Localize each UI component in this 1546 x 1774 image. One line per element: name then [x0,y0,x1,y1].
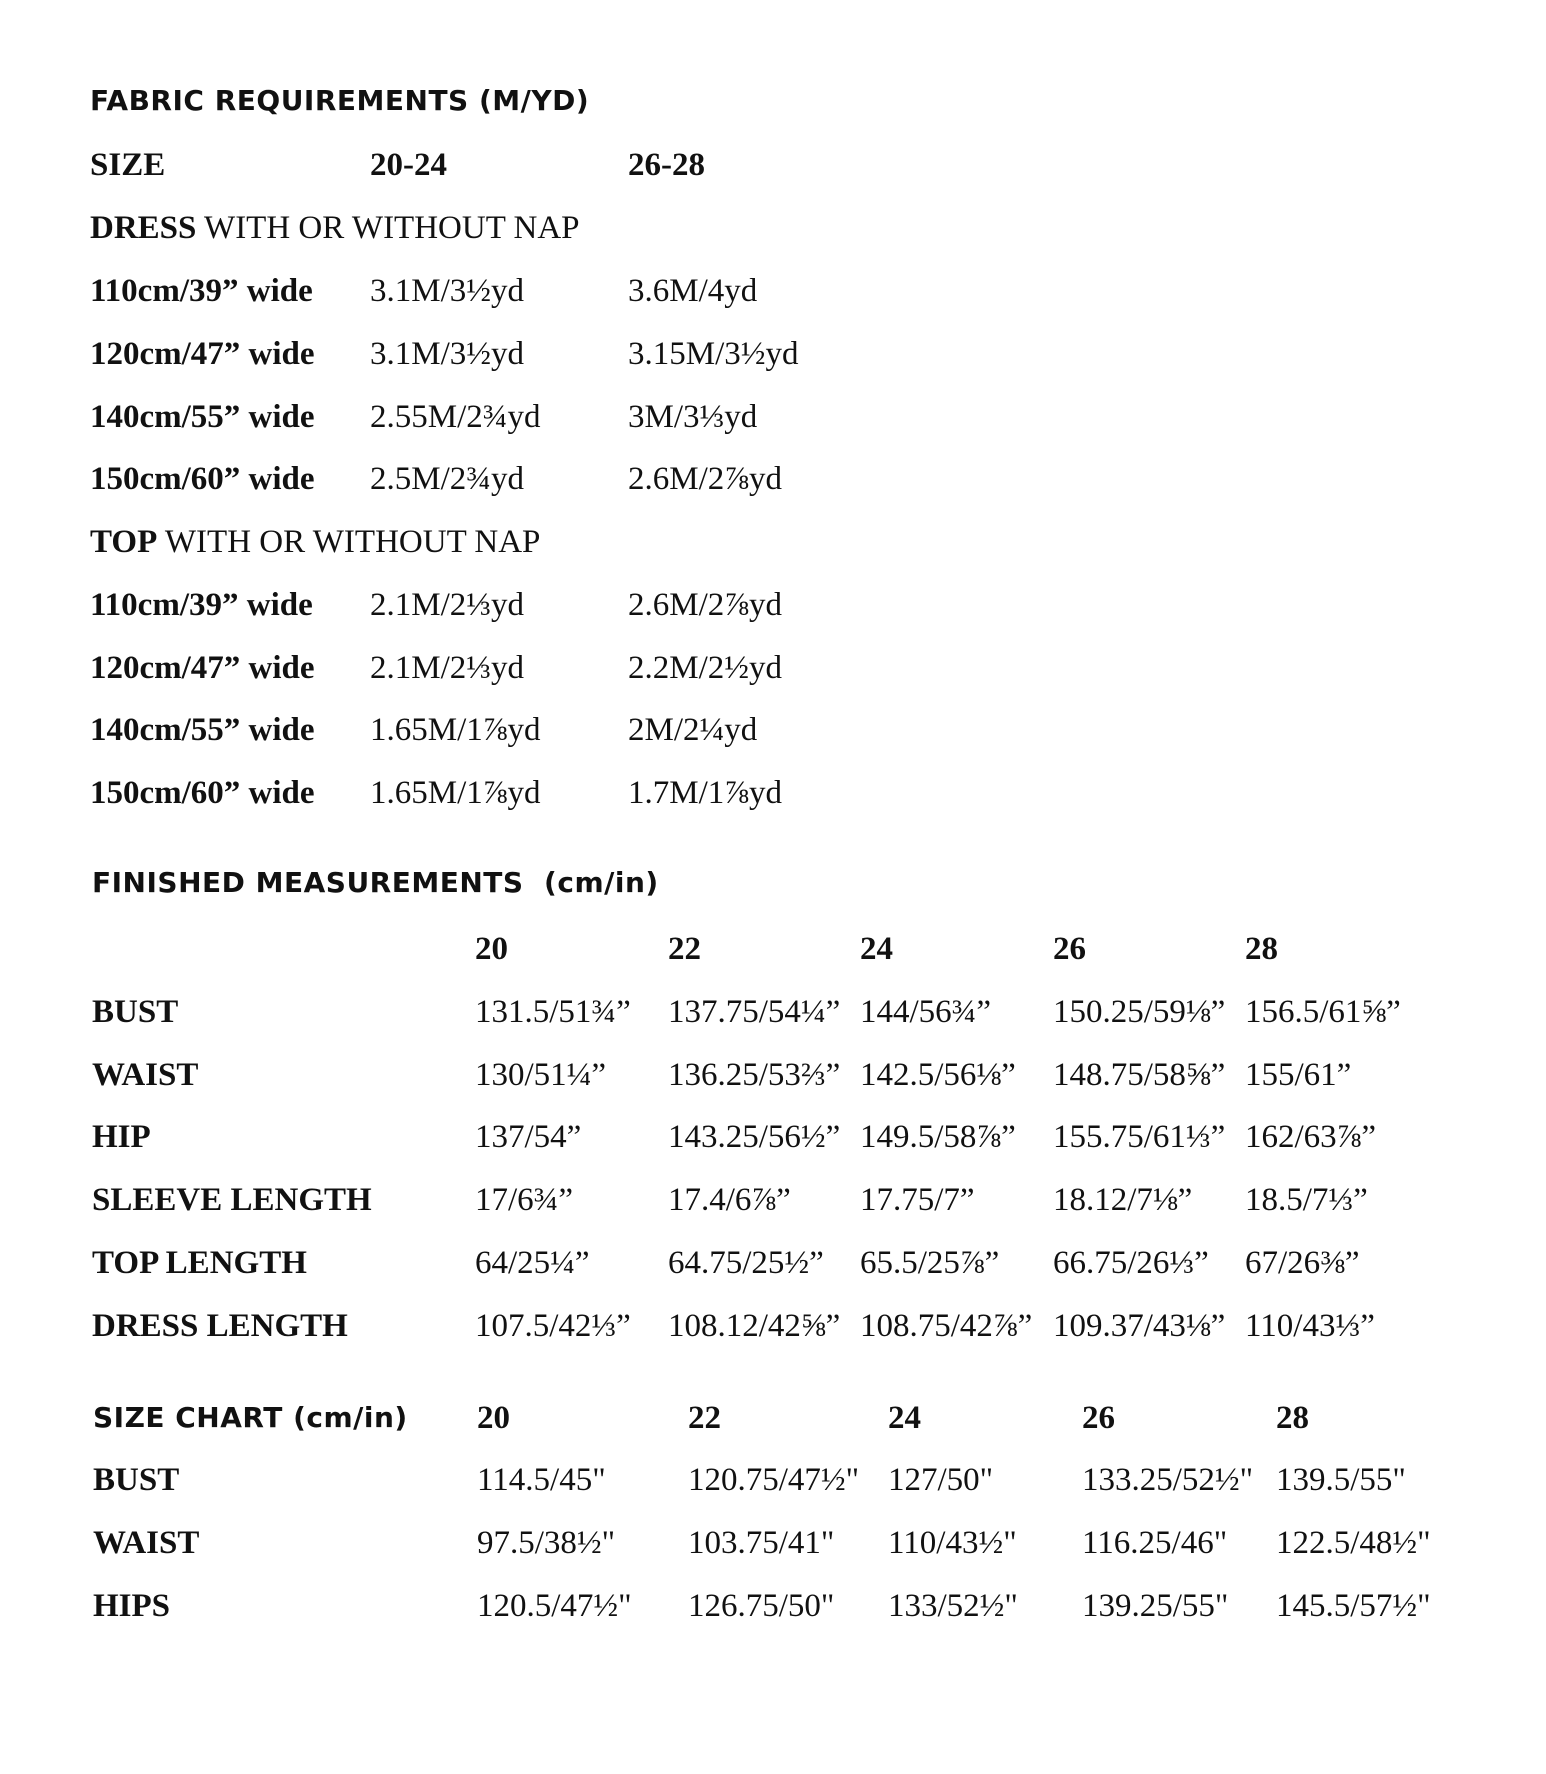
size-header: 20 [475,931,508,967]
dress-subheading-bold: DRESS [90,210,197,246]
fabric-value: 2.55M/2¾yd [370,399,541,435]
table-row [0,1584,1546,1628]
size-header-20-24: 20-24 [370,147,447,183]
table-row [0,1115,1546,1159]
size-chart-value: 133/52½" [888,1588,1018,1624]
fabric-value: 3M/3⅓yd [628,399,758,435]
table-row [0,1458,1546,1502]
table-row [0,1241,1546,1285]
measurement-value: 148.75/58⅝” [1053,1057,1226,1093]
size-header: 26 [1053,931,1086,967]
fabric-value: 1.65M/1⅞yd [370,712,541,748]
measurement-label: HIP [92,1119,151,1155]
measurement-label: BUST [92,994,179,1030]
measurement-value: 136.25/53⅔” [668,1057,841,1093]
fabric-requirements-title: FABRIC REQUIREMENTS (M/YD) [90,84,590,117]
measurement-value: 149.5/58⅞” [860,1119,1016,1155]
measurement-label: TOP LENGTH [92,1245,307,1281]
fabric-value: 1.7M/1⅞yd [628,775,783,811]
measurement-value: 67/26⅜” [1245,1245,1360,1281]
measurement-value: 18.12/7⅛” [1053,1182,1193,1218]
measurement-value: 66.75/26⅓” [1053,1245,1209,1281]
table-row [0,457,1546,501]
fabric-value: 2M/2¼yd [628,712,758,748]
size-chart-value: 116.25/46" [1082,1525,1228,1561]
measurement-value: 108.12/42⅝” [668,1308,841,1344]
size-chart-value: 103.75/41" [688,1525,835,1561]
size-chart-value: 126.75/50" [688,1588,835,1624]
measurement-value: 107.5/42⅓” [475,1308,631,1344]
table-row [0,990,1546,1034]
table-row [0,1178,1546,1222]
table-row [0,395,1546,439]
size-chart-value: 97.5/38½" [477,1525,616,1561]
fabric-width-label: 140cm/55” wide [90,399,315,435]
size-header: 28 [1245,931,1278,967]
dress-subheading-rest: WITH OR WITHOUT NAP [196,210,580,246]
table-row [0,583,1546,627]
top-subheading-bold: TOP [90,524,158,560]
fabric-value: 2.6M/2⅞yd [628,587,783,623]
measurement-value: 17.4/6⅞” [668,1182,791,1218]
size-header: 28 [1276,1400,1309,1436]
measurement-value: 65.5/25⅞” [860,1245,1000,1281]
fabric-value: 3.6M/4yd [628,273,758,309]
measurement-value: 137/54” [475,1119,582,1155]
table-row [0,1053,1546,1097]
size-header: 22 [668,931,701,967]
measurement-value: 131.5/51¾” [475,994,631,1030]
fabric-width-label: 150cm/60” wide [90,775,315,811]
measurement-label: SLEEVE LENGTH [92,1182,372,1218]
fabric-width-label: 150cm/60” wide [90,461,315,497]
fabric-width-label: 110cm/39” wide [90,273,313,309]
size-chart-value: 127/50" [888,1462,994,1498]
size-chart-label: HIPS [93,1588,171,1624]
table-row [0,1521,1546,1565]
size-chart-value: 114.5/45" [477,1462,606,1498]
measurement-value: 155/61” [1245,1057,1352,1093]
size-chart-label: WAIST [93,1525,200,1561]
measurement-value: 110/43⅓” [1245,1308,1375,1344]
measurement-value: 108.75/42⅞” [860,1308,1033,1344]
top-subheading-rest: WITH OR WITHOUT NAP [157,524,541,560]
size-chart-value: 122.5/48½" [1276,1525,1431,1561]
measurement-value: 162/63⅞” [1245,1119,1377,1155]
fabric-value: 2.1M/2⅓yd [370,587,525,623]
table-row [0,269,1546,313]
table-row [0,771,1546,815]
measurement-value: 17.75/7” [860,1182,975,1218]
fabric-value: 2.6M/2⅞yd [628,461,783,497]
fabric-value: 2.5M/2¾yd [370,461,525,497]
table-row [0,708,1546,752]
size-chart-header-row [0,1396,1546,1440]
size-header: 22 [688,1400,721,1436]
measurement-value: 156.5/61⅝” [1245,994,1401,1030]
fabric-size-header-row [0,143,1546,187]
size-chart-value: 133.25/52½" [1082,1462,1254,1498]
fabric-width-label: 110cm/39” wide [90,587,313,623]
size-header-26-28: 26-28 [628,147,705,183]
fabric-value: 3.15M/3½yd [628,336,799,372]
fabric-value: 2.2M/2½yd [628,650,783,686]
measurement-value: 155.75/61⅓” [1053,1119,1226,1155]
size-header: 26 [1082,1400,1115,1436]
size-header: 24 [860,931,893,967]
size-chart-value: 120.75/47½" [688,1462,860,1498]
measurement-value: 142.5/56⅛” [860,1057,1016,1093]
measurement-value: 144/56¾” [860,994,992,1030]
size-header: 24 [888,1400,921,1436]
measurement-value: 109.37/43⅛” [1053,1308,1226,1344]
fabric-width-label: 120cm/47” wide [90,650,315,686]
table-row [0,646,1546,690]
size-chart-value: 139.25/55" [1082,1588,1229,1624]
measurement-label: DRESS LENGTH [92,1308,348,1344]
finished-size-header-row [0,927,1546,971]
fabric-value: 3.1M/3½yd [370,273,525,309]
size-chart-value: 145.5/57½" [1276,1588,1431,1624]
size-chart-label: BUST [93,1462,180,1498]
top-subheading [90,520,540,564]
dress-subheading [90,206,580,250]
fabric-width-label: 140cm/55” wide [90,712,315,748]
fabric-width-label: 120cm/47” wide [90,336,315,372]
measurement-value: 18.5/7⅓” [1245,1182,1368,1218]
size-chart-value: 110/43½" [888,1525,1017,1561]
measurement-value: 137.75/54¼” [668,994,841,1030]
measurement-value: 150.25/59⅛” [1053,994,1226,1030]
table-row [0,1304,1546,1348]
size-chart-value: 120.5/47½" [477,1588,632,1624]
size-label: SIZE [90,147,166,183]
measurement-value: 17/6¾” [475,1182,574,1218]
size-chart-title: SIZE CHART (cm/in) [93,1401,408,1434]
fabric-value: 2.1M/2⅓yd [370,650,525,686]
size-header: 20 [477,1400,510,1436]
table-row [0,332,1546,376]
measurement-value: 64/25¼” [475,1245,590,1281]
measurement-value: 143.25/56½” [668,1119,841,1155]
finished-measurements-title: FINISHED MEASUREMENTS (cm/in) [92,866,659,899]
measurement-value: 64.75/25½” [668,1245,824,1281]
fabric-value: 1.65M/1⅞yd [370,775,541,811]
measurement-value: 130/51¼” [475,1057,607,1093]
size-chart-value: 139.5/55" [1276,1462,1406,1498]
fabric-value: 3.1M/3½yd [370,336,525,372]
measurement-label: WAIST [92,1057,199,1093]
